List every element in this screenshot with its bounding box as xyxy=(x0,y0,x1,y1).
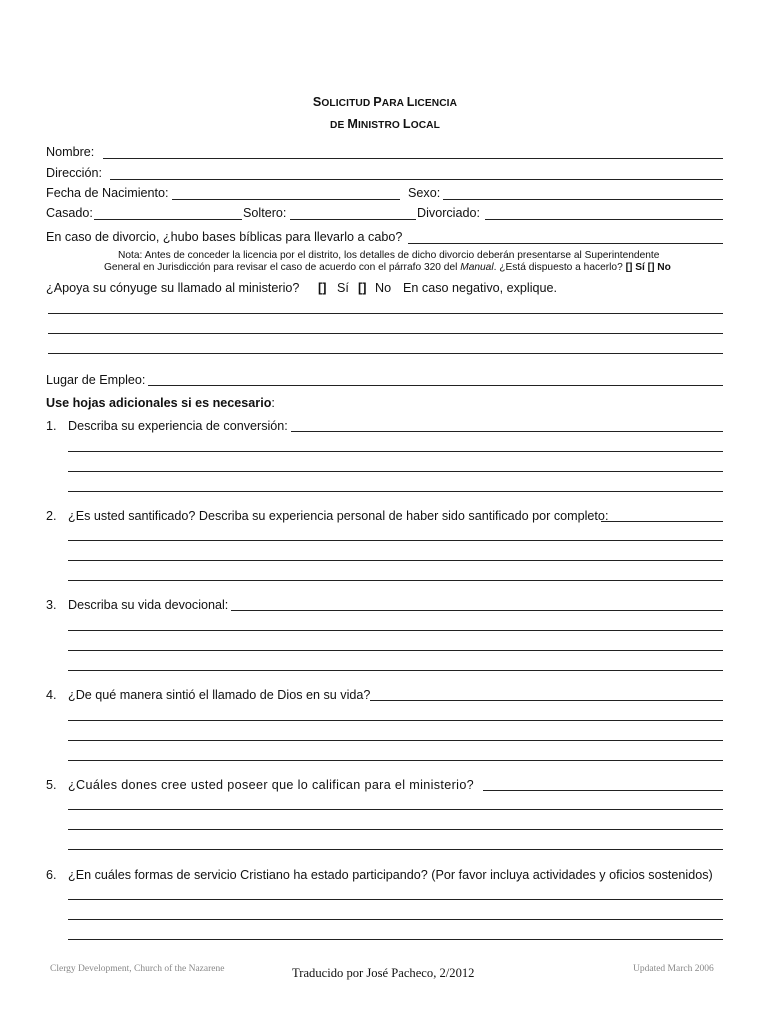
question-6-answer-line-2[interactable] xyxy=(68,919,723,920)
question-6-answer-line-1[interactable] xyxy=(68,899,723,900)
question-4-answer-line-4[interactable] xyxy=(68,760,723,761)
question-5-answer-line-2[interactable] xyxy=(68,809,723,810)
footer-right: Updated March 2006 xyxy=(633,964,714,974)
footer-left: Clergy Development, Church of the Nazarene xyxy=(50,964,225,974)
sexo-field[interactable] xyxy=(443,199,723,200)
question-5-text: ¿Cuáles dones cree usted poseer que lo califican para el ministerio? xyxy=(68,778,475,792)
note-si-checkbox[interactable]: [] Sí xyxy=(625,262,645,273)
question-4-answer-first[interactable] xyxy=(370,700,723,701)
question-3-answer-line-3[interactable] xyxy=(68,650,723,651)
question-1-answer-line-3[interactable] xyxy=(68,471,723,472)
question-5-answer-first[interactable] xyxy=(483,790,723,791)
question-6-text: ¿En cuáles formas de servicio Cristiano ha estado participando? (Por favor incluya actividades y oficios sostenidos) xyxy=(68,868,713,882)
conyuge-answer-line-3[interactable] xyxy=(48,353,723,354)
question-2-answer-first[interactable] xyxy=(601,521,723,522)
soltero-label: Soltero: xyxy=(243,206,287,220)
form-title-line1: SOLICITUD PARA LICENCIA xyxy=(312,95,458,109)
question-2-text: ¿Es usted santificado? Describa su experiencia personal de haber sido santificado por completo: xyxy=(68,509,609,523)
nombre-field[interactable] xyxy=(103,158,723,159)
casado-field[interactable] xyxy=(94,219,242,220)
note-no-checkbox[interactable]: [] No xyxy=(647,262,671,273)
sexo-label: Sexo: xyxy=(408,186,441,200)
conyuge-explique-label: En caso negativo, explique. xyxy=(403,281,558,295)
form-title-line2: DE MINISTRO LOCAL xyxy=(330,117,440,131)
fecha-nacimiento-label: Fecha de Nacimiento: xyxy=(46,186,169,200)
question-3-answer-line-4[interactable] xyxy=(68,670,723,671)
footer-center: Traducido por José Pacheco, 2/2012 xyxy=(292,966,475,980)
question-3-text: Describa su vida devocional: xyxy=(68,598,229,612)
empleo-field[interactable] xyxy=(148,385,723,386)
question-5-answer-line-3[interactable] xyxy=(68,829,723,830)
divorcio-question: En caso de divorcio, ¿hubo bases bíblicas para llevarlo a cabo? xyxy=(46,230,403,244)
fecha-nacimiento-field[interactable] xyxy=(172,199,400,200)
divorciado-field[interactable] xyxy=(485,219,723,220)
casado-label: Casado: xyxy=(46,206,93,220)
conyuge-no-label: No xyxy=(375,281,392,295)
question-1-answer-line-4[interactable] xyxy=(68,491,723,492)
question-3-answer-line-2[interactable] xyxy=(68,630,723,631)
question-4-text: ¿De qué manera sintió el llamado de Dios en su vida? xyxy=(68,688,371,702)
direccion-label: Dirección: xyxy=(46,166,102,180)
divorcio-note-line1: Nota: Antes de conceder la licencia por el distrito, los detalles de dicho divorcio deberán presentarse al Superintendente xyxy=(118,250,660,261)
question-4-answer-line-2[interactable] xyxy=(68,720,723,721)
divorcio-field[interactable] xyxy=(408,243,723,244)
conyuge-no-checkbox[interactable]: [] xyxy=(358,281,367,295)
question-4-answer-line-3[interactable] xyxy=(68,740,723,741)
question-1-number: 1. xyxy=(46,419,57,433)
question-6-number: 6. xyxy=(46,868,57,882)
question-1-text: Describa su experiencia de conversión: xyxy=(68,419,288,433)
direccion-field[interactable] xyxy=(110,179,723,180)
question-2-answer-line-3[interactable] xyxy=(68,560,723,561)
conyuge-si-label: Sí xyxy=(337,281,349,295)
question-2-answer-line-4[interactable] xyxy=(68,580,723,581)
hojas-adicionales-note: Use hojas adicionales si es necesario: xyxy=(46,396,275,410)
conyuge-answer-line-2[interactable] xyxy=(48,333,723,334)
question-3-answer-first[interactable] xyxy=(231,610,723,611)
question-6-answer-line-3[interactable] xyxy=(68,939,723,940)
question-4-number: 4. xyxy=(46,688,57,702)
conyuge-question: ¿Apoya su cónyuge su llamado al ministerio? xyxy=(46,281,300,295)
conyuge-answer-line-1[interactable] xyxy=(48,313,723,314)
empleo-label: Lugar de Empleo: xyxy=(46,373,146,387)
question-5-number: 5. xyxy=(46,778,57,792)
divorcio-note-line2: General en Jurisdicción para revisar el caso de acuerdo con el párrafo 320 del Manual. ¿Está dispuesto a hacerlo? [] Sí [] No xyxy=(104,262,671,273)
conyuge-si-checkbox[interactable]: [] xyxy=(318,281,327,295)
nombre-label: Nombre: xyxy=(46,145,95,159)
question-2-number: 2. xyxy=(46,509,57,523)
question-3-number: 3. xyxy=(46,598,57,612)
divorciado-label: Divorciado: xyxy=(417,206,480,220)
question-2-answer-line-2[interactable] xyxy=(68,540,723,541)
soltero-field[interactable] xyxy=(290,219,416,220)
question-1-answer-first[interactable] xyxy=(291,431,723,432)
question-1-answer-line-2[interactable] xyxy=(68,451,723,452)
question-5-answer-line-4[interactable] xyxy=(68,849,723,850)
